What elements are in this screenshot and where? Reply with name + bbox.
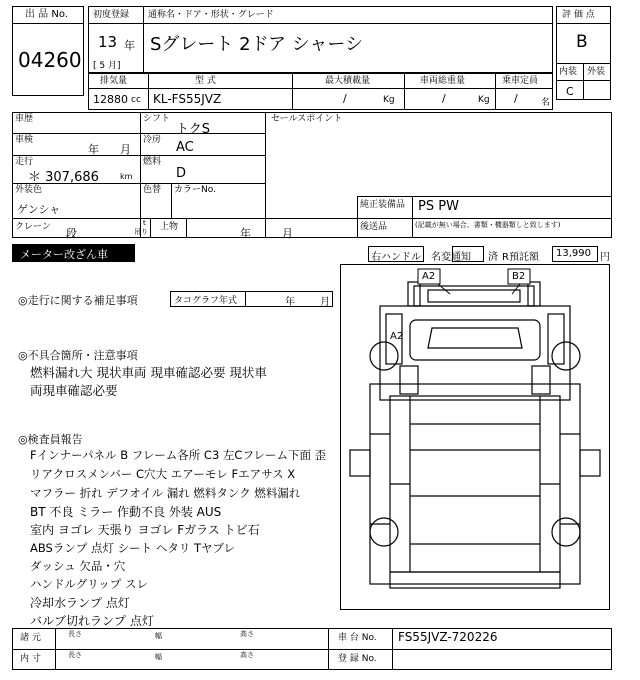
equipment-label: 純正装備品 xyxy=(360,200,406,210)
capacity-value: / xyxy=(514,92,518,105)
color-change-label: 色替 xyxy=(143,185,162,195)
mark-a2-cab: A2 xyxy=(390,331,404,342)
detail-box xyxy=(12,112,612,238)
model-code-value: KL-FS55JVZ xyxy=(153,92,222,106)
inspector-line: ハンドルグリップ スレ xyxy=(30,577,148,591)
r-prefix: 済 xyxy=(488,252,498,263)
defect-line: 燃料漏れ大 現状車両 現車確認必要 現状車 xyxy=(30,365,267,380)
tachograph-year: 年 xyxy=(285,297,295,308)
fuel-value: D xyxy=(176,166,187,181)
capacity-unit: 名 xyxy=(541,98,551,108)
sales-point-label: セールスポイント xyxy=(271,114,343,124)
gross-weight-unit: Kg xyxy=(478,95,490,105)
inner-dims-label: 内 寸 xyxy=(20,654,41,664)
right-hand-text: 右ハンドル xyxy=(371,252,421,263)
exterior-label: 外装 xyxy=(587,67,606,77)
defect-line: 両現車確認必要 xyxy=(30,383,118,398)
first-reg-label: 初度登録 xyxy=(93,10,130,20)
max-load-label: 最大積載量 xyxy=(325,76,371,86)
color-value: ゲンシャ xyxy=(17,203,61,216)
inspector-line: 冷却水ランプ 点灯 xyxy=(30,596,130,610)
ac-value: AC xyxy=(176,140,194,155)
aftermarket-note: (記載が無い場合、書類・機器類しと致します) xyxy=(415,221,561,229)
model-label: 通称名・ドア・形状・グレード xyxy=(148,10,274,20)
capacity-label: 乗車定員 xyxy=(502,76,539,86)
crane-stage: 段 xyxy=(66,227,77,240)
mileage-value: ＊ 307,686 xyxy=(28,170,99,185)
shift-value: トクS xyxy=(176,122,210,137)
inspector-line: マフラー 折れ デフオイル 漏れ 燃料タンク 燃料漏れ xyxy=(30,486,301,500)
inspector-line: ABSランプ 点灯 シート ヘタリ Tヤブレ xyxy=(30,541,236,555)
inspector-label: ◎検査員報告 xyxy=(18,433,83,446)
lot-label: 出 品 No. xyxy=(25,9,68,20)
displacement-value: 12880 xyxy=(93,93,128,106)
inspector-line: リアクロスメンバー C穴大 エアーモレ Fエアサス X xyxy=(30,467,296,481)
tachograph-label: タコグラフ年式 xyxy=(174,296,238,306)
running-label: ◎走行に関する補足事項 xyxy=(18,294,138,307)
max-load-value: / xyxy=(343,92,347,105)
lot-number: 04260 xyxy=(18,48,82,72)
reg-label: 登 録 No. xyxy=(338,654,377,664)
shift-label: シフト xyxy=(143,114,171,124)
inspection-month: 月 xyxy=(120,143,131,156)
interior-label: 内装 xyxy=(559,67,578,77)
fuel-label: 燃料 xyxy=(143,157,162,167)
mileage-label: 走行 xyxy=(15,157,34,167)
r-label: R預託額 xyxy=(502,252,539,263)
r-unit: 円 xyxy=(600,252,610,263)
inspector-line: BT 不良 ミラー 作動不良 外装 AUS xyxy=(30,505,222,519)
interior-grade: C xyxy=(566,85,574,98)
inner-height-label: 高さ xyxy=(240,651,254,659)
inspector-line: ダッシュ 欠品・穴 xyxy=(30,559,126,573)
meter-tampered-text: メーター改ざん車 xyxy=(20,248,108,261)
inspection-year: 年 xyxy=(88,143,99,156)
name-change-box xyxy=(452,246,484,262)
tachograph-month: 月 xyxy=(320,297,330,308)
upper-label: 上物 xyxy=(160,222,179,232)
grade-value: B xyxy=(576,32,588,52)
color-label: 外装色 xyxy=(15,185,43,195)
name-change-label: 名変通知 xyxy=(431,252,471,263)
gross-weight-value: / xyxy=(442,92,446,105)
model-code-label: 型 式 xyxy=(195,76,216,86)
crane-ton-top: t xyxy=(143,219,146,227)
r-value: 13,990 xyxy=(556,248,591,259)
grade-label: 評 価 点 xyxy=(562,10,595,20)
max-load-unit: Kg xyxy=(383,95,395,105)
model-name: Sグレート 2ドア シャーシ xyxy=(150,34,364,55)
truck-diagram xyxy=(340,264,610,610)
inspector-line: バルブ切れランプ 点灯 xyxy=(30,614,154,628)
ac-label: 冷房 xyxy=(143,135,162,145)
inner-length-label: 長さ xyxy=(68,651,82,659)
upper-year: 年 xyxy=(240,227,251,240)
defects-label: ◎不具合箇所・注意事項 xyxy=(18,349,138,362)
reg-year-unit: 年 xyxy=(124,39,135,52)
height-label: 高さ xyxy=(240,630,254,638)
history-label: 車歴 xyxy=(15,114,34,124)
mark-a2-top: A2 xyxy=(422,271,436,282)
equipment-value: PS PW xyxy=(418,199,459,214)
chassis-value: FS55JVZ-720226 xyxy=(398,630,498,644)
inspector-line: Fインナーパネル B フレーム各所 C3 左Cフレーム下面 歪 xyxy=(30,448,327,462)
displacement-label: 排気量 xyxy=(100,76,128,86)
reg-month: [ 5 月] xyxy=(93,61,121,71)
displacement-unit: cc xyxy=(131,95,141,105)
inspector-line: 室内 ヨゴレ 天張り ヨゴレ Fガラス トビ石 xyxy=(30,523,260,537)
color-code-label: カラーNo. xyxy=(174,185,216,195)
inspection-label: 車検 xyxy=(15,135,34,145)
length-label: 長さ xyxy=(68,630,82,638)
mileage-unit: km xyxy=(120,172,133,181)
reg-year: 13 xyxy=(98,33,118,51)
upper-month: 月 xyxy=(282,227,293,240)
mark-b2-top: B2 xyxy=(512,271,526,282)
width-label: 幅 xyxy=(155,632,162,640)
dims-label: 諸 元 xyxy=(20,633,41,643)
crane-ton-bottom: 吊り xyxy=(134,228,148,236)
chassis-label: 車 台 No. xyxy=(338,633,377,643)
aftermarket-label: 後送品 xyxy=(360,222,388,232)
crane-label: クレーン xyxy=(15,222,51,232)
gross-weight-label: 車両総重量 xyxy=(420,76,466,86)
inner-width-label: 幅 xyxy=(155,653,162,661)
